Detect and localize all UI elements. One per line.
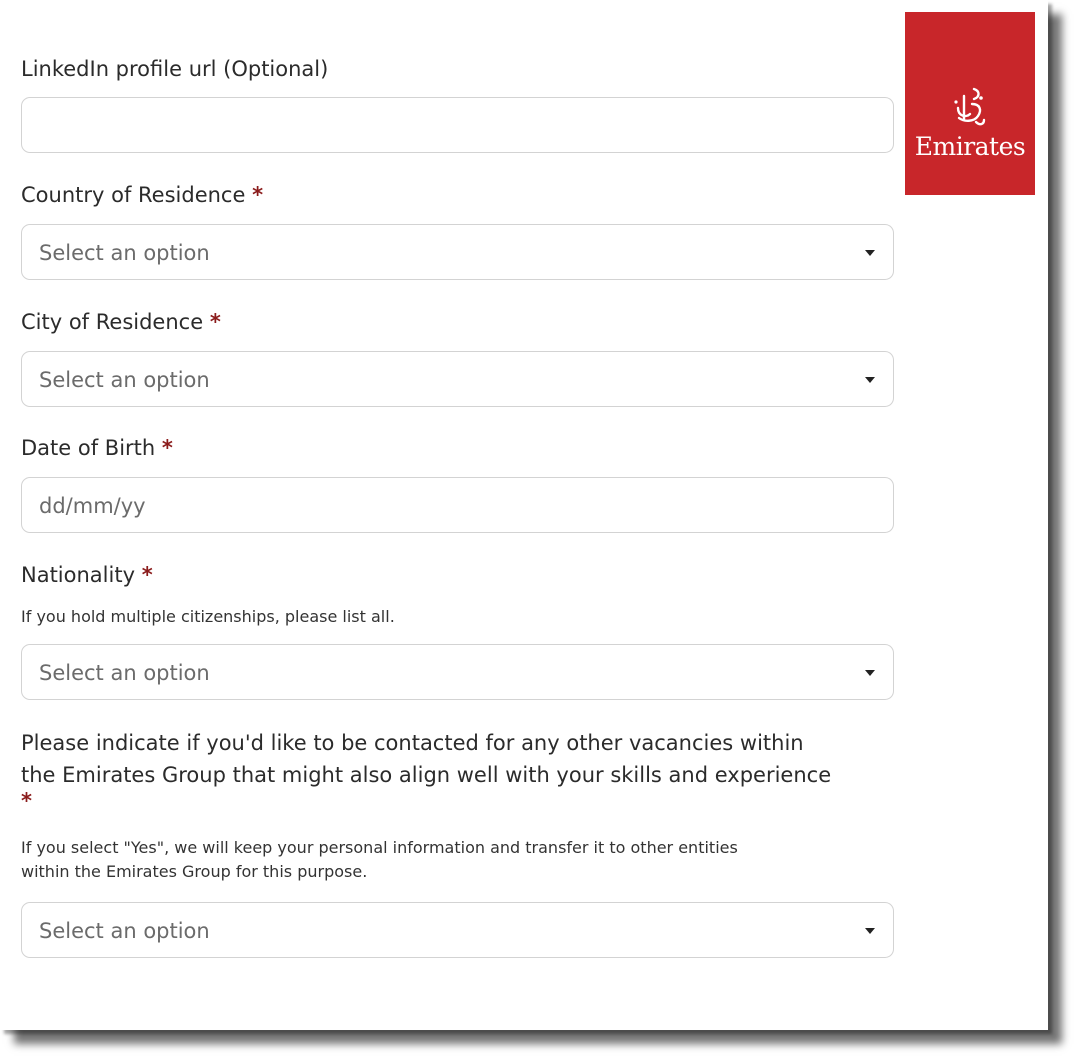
nationality-label-text: Nationality (21, 563, 136, 587)
required-asterisk: * (209, 310, 221, 334)
logo-wordmark: Emirates (914, 132, 1026, 161)
contact-consent-label (21, 727, 901, 811)
dob-label-text: Date of Birth (21, 436, 156, 460)
caret-down-icon (865, 250, 875, 256)
contact-consent-select[interactable] (21, 902, 894, 958)
required-asterisk: * (141, 563, 153, 587)
emirates-logo (905, 12, 1035, 195)
city-select[interactable] (21, 351, 894, 407)
linkedin-label (21, 55, 328, 83)
contact-consent-label-line2: the Emirates Group that might also align well with your skills and experience (21, 763, 832, 787)
nationality-select[interactable] (21, 644, 894, 700)
emirates-calligraphy-icon (950, 86, 990, 130)
linkedin-label-text: LinkedIn profile url (Optional) (21, 57, 329, 81)
country-select-placeholder: Select an option (39, 241, 210, 265)
required-asterisk: * (161, 436, 173, 460)
city-label-text: City of Residence (21, 310, 204, 334)
dob-label (21, 434, 173, 462)
required-asterisk: * (21, 789, 32, 813)
contact-consent-helper-line1: If you select "Yes", we will keep your personal information and transfer it to other entities (21, 838, 738, 857)
caret-down-icon (865, 377, 875, 383)
caret-down-icon (865, 670, 875, 676)
required-asterisk: * (252, 183, 264, 207)
country-select[interactable] (21, 224, 894, 280)
dob-input-placeholder: dd/mm/yy (39, 494, 146, 518)
dob-input[interactable] (21, 477, 894, 533)
nationality-helper-text: If you hold multiple citizenships, please list all. (21, 607, 395, 626)
linkedin-input[interactable] (21, 97, 894, 153)
nationality-select-placeholder: Select an option (39, 661, 210, 685)
contact-consent-label-line1: Please indicate if you'd like to be contacted for any other vacancies within (21, 731, 804, 755)
contact-consent-helper-line2: within the Emirates Group for this purpose. (21, 862, 368, 881)
country-label-text: Country of Residence (21, 183, 246, 207)
nationality-label (21, 561, 153, 589)
country-label (21, 181, 263, 209)
city-select-placeholder: Select an option (39, 368, 210, 392)
caret-down-icon (865, 928, 875, 934)
city-label (21, 308, 221, 336)
contact-consent-select-placeholder: Select an option (39, 919, 210, 943)
